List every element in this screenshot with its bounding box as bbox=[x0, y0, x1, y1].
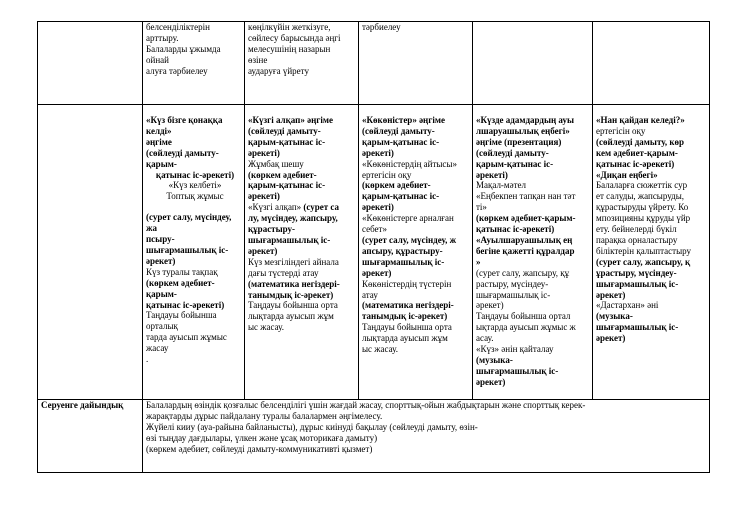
activity-type-cont: танымдық іс-әрекет) bbox=[248, 289, 334, 300]
activity-type-cont: ұрастыру, мүсіндеу- bbox=[596, 267, 677, 278]
cell-top-col5 bbox=[593, 22, 710, 105]
activity-type: (сөйлеуді дамыту- bbox=[362, 125, 435, 136]
text-line: лықтарда ауысып жұм bbox=[248, 311, 334, 322]
row-label-walk-prep: Серуенге дайындық bbox=[38, 400, 143, 473]
text-line: дағы түстерді атау bbox=[248, 267, 319, 278]
activity-type: (сөйлеуді дамыту- bbox=[476, 147, 549, 158]
text-line: ыс жасау. bbox=[248, 322, 284, 333]
activity-type-cont: әрекет) bbox=[476, 376, 506, 387]
text-line: Жұмбақ шешу bbox=[248, 158, 304, 169]
text-line: шығармашылық іс- bbox=[476, 289, 551, 300]
text-line: Балаларға сюжеттік сур bbox=[596, 180, 688, 191]
text-line: ету. бейнелерді бүкіл bbox=[596, 224, 677, 235]
text-line: ет салуды, жапсыруды, bbox=[596, 191, 685, 202]
activity-type: (сөйлеуді дамыту, көр bbox=[596, 136, 685, 147]
text-line: Таңдауы бойынша орта bbox=[248, 300, 338, 311]
activity-type-cont: бегіне қажетті құралдар bbox=[476, 245, 575, 256]
activity-type-cont: әрекет) bbox=[362, 267, 392, 278]
text-line: Көкөністердің түстерін bbox=[362, 278, 452, 289]
activity-type: (көркем әдебиет-қарым- bbox=[476, 213, 576, 224]
activity-title: «Нан қайдан келеді?» bbox=[596, 115, 685, 125]
activity-type-cont: әрекет) bbox=[248, 245, 278, 256]
text-line: «Еңбекпен тапқан нан тәт bbox=[476, 191, 576, 202]
text-line: (көркем әдебиет, сөйлеуді дамыту-коммуникативті қызмет) bbox=[146, 443, 373, 454]
activity-title: «Күзде адамдардың ауы bbox=[476, 115, 574, 125]
activity-type: (музыка- bbox=[596, 311, 633, 322]
table-row-top bbox=[38, 22, 710, 105]
activity-type: (сурет салу, мүсіндеу, жа bbox=[146, 212, 232, 234]
text-line: ыс жасау. bbox=[362, 344, 398, 355]
text-line: Күз туралы тақпақ bbox=[146, 266, 218, 277]
activity-type-cont: қатынас іс-әрекеті) bbox=[155, 169, 235, 180]
text-line: белсенділіктерін арттыру. bbox=[146, 22, 210, 43]
text-line: «Күз» әнін қайталау bbox=[476, 344, 554, 355]
text-line: ертегісін оқу bbox=[362, 169, 412, 180]
text-line: ықтарда ауысып жұмыс ж bbox=[476, 322, 576, 333]
activity-title: «Күз бізге қонаққа келді» bbox=[146, 115, 223, 136]
text-line: . bbox=[146, 354, 149, 365]
activity-type-cont: әрекеті) bbox=[362, 202, 394, 213]
text-line: сөйлесу барысында әңгі bbox=[248, 32, 341, 43]
cell-activity-col4 bbox=[473, 105, 593, 400]
text-line: Таңдауы бойынша орталық bbox=[146, 310, 217, 332]
row-label-cell-empty bbox=[38, 105, 143, 400]
activity-type-cont: танымдық іс-әрекет) bbox=[362, 311, 448, 322]
cell-activity-col1 bbox=[143, 105, 245, 400]
activity-type: «Ауылшаруашылық ең bbox=[476, 234, 573, 245]
activity-type-cont: » bbox=[476, 256, 481, 267]
activity-type: (көркем әдебиет- bbox=[362, 180, 431, 191]
activity-type-cont: әрекеті) bbox=[362, 147, 394, 158]
activity-type-cont: шығармашылық іс- bbox=[362, 256, 445, 267]
text-line: «Дастархан» әні bbox=[596, 300, 659, 311]
activity-type-cont: шығармашылық іс- bbox=[146, 244, 229, 255]
activity-type-cont: әрекет) bbox=[596, 333, 626, 344]
text-line: Жүйелі кииу (ауа-райына байланысты), дұрыс киінуді бақылау (сөйлеуді дамыту, өзін- bbox=[146, 421, 478, 432]
activity-type: (математика негіздері- bbox=[248, 278, 340, 289]
text-line: (сурет салу, жапсыру, құ bbox=[476, 267, 570, 278]
activity-type: (музыка- bbox=[476, 354, 513, 365]
text-line: парақка орналастыру bbox=[596, 234, 678, 245]
activity-type-cont: қарым-қатынас іс- bbox=[362, 136, 440, 147]
activity-type-cont: шығармашылық іс- bbox=[596, 278, 679, 289]
text-line: асау. bbox=[476, 333, 494, 344]
text-line: атау bbox=[362, 289, 378, 300]
activity-type: (көркем әдебиет- bbox=[248, 169, 317, 180]
text-line: ертегісін оқу bbox=[596, 125, 646, 136]
activity-type: (сөйлеуді дамыту- bbox=[248, 125, 321, 136]
activity-type: (сурет салу, мүсіндеу, ж bbox=[362, 234, 457, 245]
lesson-plan-table bbox=[37, 21, 710, 473]
text-line: мелесушінің назарын bbox=[248, 43, 331, 54]
cell-top-col4 bbox=[473, 22, 593, 105]
activity-type-cont: қатынас іс-әрекеті) bbox=[146, 299, 225, 310]
activity-title-3: әңгіме (презентация) bbox=[476, 136, 562, 147]
activity-type-cont: шығармашылық іс- bbox=[248, 234, 331, 245]
text-line: өзіне bbox=[248, 54, 268, 65]
text-line: көңілкүйін жеткізуге, bbox=[248, 22, 331, 32]
text-span: «Күзгі алқап» bbox=[248, 202, 302, 213]
row-label-cell-empty bbox=[38, 22, 143, 105]
activity-type-cont: әрекеті) bbox=[248, 147, 280, 158]
text-line: біліктерін қалыптастыру bbox=[596, 245, 692, 256]
table-row-walk-prep bbox=[38, 400, 710, 473]
activity-title: «Көкөністер» әңгіме bbox=[362, 115, 445, 125]
text-line: «Көкөністерге арналған bbox=[362, 213, 454, 224]
activity-type-cont: құрастыру- bbox=[248, 224, 296, 235]
activity-type-cont: әрекеті) bbox=[476, 169, 508, 180]
activity-type: (көркем әдебиет-қарым- bbox=[146, 277, 215, 299]
text-line: «Күз келбеті» bbox=[168, 180, 222, 191]
cell-activity-col3 bbox=[359, 105, 473, 400]
cell-top-col3 bbox=[359, 22, 473, 105]
text-line: Мақал-мәтел bbox=[476, 180, 527, 191]
text-line: Таңдауы бойынша ортал bbox=[476, 311, 571, 322]
activity-type-cont: әрекет) bbox=[596, 289, 626, 300]
text-line: әрекет) bbox=[476, 300, 504, 311]
activity-title-2: лшаруашылық еңбегі» bbox=[476, 125, 570, 136]
activity-type-cont: лу, мүсіндеу, жапсыру, bbox=[248, 213, 338, 224]
activity-type-cont: апсыру, құрастыру- bbox=[362, 245, 443, 256]
activity-type-cont: қатынас іс-әрекеті) bbox=[476, 224, 555, 235]
text-line: құрастыруды үйрету. Ко bbox=[596, 202, 689, 213]
activity-subtitle: «Диқан еңбегі» bbox=[596, 169, 658, 180]
text-line: тарда ауысып жұмыс жасау bbox=[146, 332, 227, 354]
activity-type-cont: қатынас іс-әрекеті) bbox=[596, 158, 675, 169]
activity-type-cont: қарым-қатынас іс- bbox=[248, 180, 326, 191]
text-line: Топтық жұмыс bbox=[166, 191, 224, 202]
text-line: растыру, мүсіндеу- bbox=[476, 278, 549, 289]
activity-type-cont: қарым-қатынас іс- bbox=[248, 136, 326, 147]
activity-type-cont: шығармашылық іс- bbox=[596, 322, 679, 333]
text-line bbox=[248, 202, 358, 213]
text-line: жарақтарды дұрыс пайдалану туралы балалармен әңгімелесу. bbox=[146, 410, 383, 421]
text-line: аударуға үйрету bbox=[248, 65, 309, 76]
text-line: лықтарда ауысып жұм bbox=[362, 333, 448, 344]
text-line: мпозицияны құруды үйр bbox=[596, 213, 691, 224]
activity-type-cont: қарым-қатынас іс- bbox=[362, 191, 440, 202]
table-row-activities bbox=[38, 105, 710, 400]
activity-title: «Күзгі алқап» әңгіме bbox=[248, 115, 334, 125]
activity-type: (сөйлеуді дамыту-қарым- bbox=[146, 147, 219, 169]
activity-type-cont: әрекеті) bbox=[248, 191, 280, 202]
activity-type: (математика негіздері- bbox=[362, 300, 454, 311]
activity-type-cont: кем әдебиет-қарым- bbox=[596, 147, 678, 158]
cell-activity-col2 bbox=[245, 105, 359, 400]
activity-title-2: әңгіме bbox=[146, 136, 172, 147]
text-line: Таңдауы бойынша орта bbox=[362, 322, 452, 333]
activity-type-cont: қарым-қатынас іс- bbox=[476, 158, 554, 169]
text-line: Балалардың өзіндік қозғалыс белсенділігі үшін жағдай жасау, спорттық-ойын жабдықтарын және спорттық керек- bbox=[146, 400, 586, 410]
text-line: ті» bbox=[476, 202, 487, 213]
cell-top-col1 bbox=[143, 22, 245, 105]
text-line: өзі тыңдау дағдылары, үлкен және ұсақ моторикаға дамыту) bbox=[146, 432, 378, 443]
text-line: Балаларды ұжымда ойнай bbox=[146, 43, 221, 65]
text-line: себет» bbox=[362, 224, 387, 235]
text-line: «Көкөністердің айтысы» bbox=[362, 158, 457, 169]
text-line: алуға тәрбиелеу bbox=[146, 65, 208, 76]
activity-type: (сурет салу, жапсыру, қ bbox=[596, 256, 691, 267]
cell-walk-prep-text bbox=[143, 400, 710, 473]
text-line: тәрбиелеу bbox=[362, 22, 401, 32]
cell-top-col2 bbox=[245, 22, 359, 105]
activity-type-cont: шығармашылық іс- bbox=[476, 365, 559, 376]
activity-type: (сурет са bbox=[303, 202, 340, 213]
cell-activity-col5 bbox=[593, 105, 710, 400]
text-line: Күз мезгіліндегі айнала bbox=[248, 256, 339, 267]
activity-type-cont: әрекет) bbox=[146, 255, 176, 266]
activity-type-cont: псыру- bbox=[146, 234, 175, 245]
